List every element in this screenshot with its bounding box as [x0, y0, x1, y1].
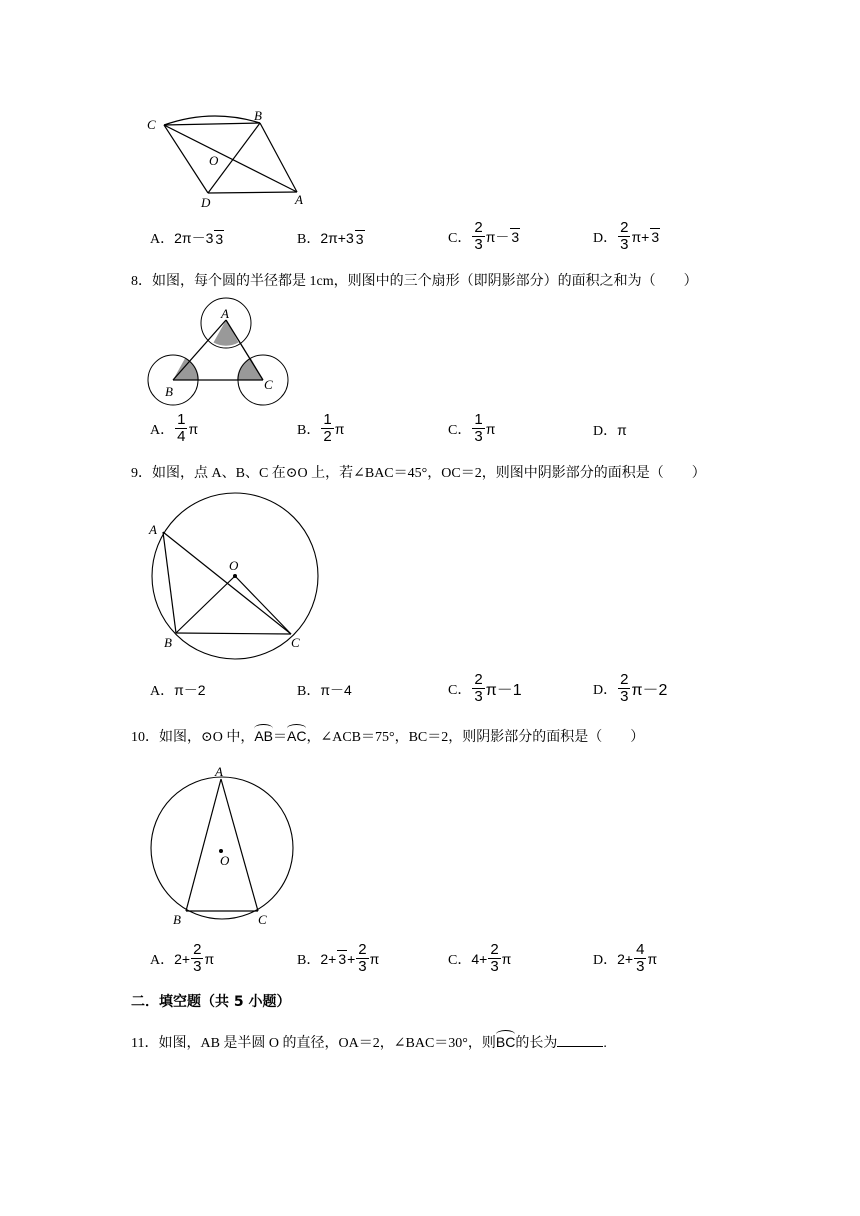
- q8-option-a: A． $\frac{1}{4}$ π: [150, 411, 199, 445]
- q9-label-a: A: [149, 522, 157, 537]
- q9-option-a: A． π－2: [150, 682, 206, 699]
- q9-option-c: C． $\frac{2}{3}$ π－1: [448, 671, 522, 705]
- q9-option-d: D． $\frac{2}{3}$ π－2: [593, 671, 668, 705]
- q10-label-a: A: [215, 764, 223, 779]
- q11-arc-bc: BC: [496, 1030, 515, 1050]
- q7-option-c: C． $\frac{2}{3}$ π－ 3: [448, 219, 520, 253]
- q9-stem: 9．如图，点 A、B、C 在⊙O 上，若∠BAC＝45°，OC＝2，则图中阴影部分的面积是（ ）: [131, 466, 706, 481]
- q11-stem: 11．如图，AB 是半圆 O 的直径，OA＝2，∠BAC＝30°，则BC的长为 .: [131, 1030, 607, 1052]
- q9-label-o: O: [229, 558, 239, 573]
- q7-label-d: D: [201, 195, 211, 210]
- q8-option-b: B． $\frac{1}{2}$ π: [297, 411, 345, 445]
- q8-label-a: A: [221, 306, 229, 321]
- q7-option-a: A． 2π－3 3: [150, 230, 224, 247]
- q10-label-b: B: [173, 912, 181, 927]
- q10-option-c: C． 4+ $\frac{2}{3}$ π: [448, 941, 512, 975]
- q7-option-d: D． $\frac{2}{3}$ π+ 3: [593, 219, 660, 253]
- q10-option-d: D． 2+ $\frac{4}{3}$ π: [593, 941, 658, 975]
- q8-figure: [145, 297, 295, 409]
- q9-label-c: C: [291, 635, 300, 650]
- q7-label-a: A: [295, 192, 303, 207]
- q7-figure: [140, 100, 320, 215]
- q9-option-b: B． π－4: [297, 682, 352, 699]
- section-title-fill-in: 二．填空题（共 5 小题）: [131, 994, 291, 1010]
- q8-option-c: C． $\frac{1}{3}$ π: [448, 411, 496, 445]
- q10-option-a: A． 2+ $\frac{2}{3}$ π: [150, 941, 215, 975]
- q7-label-c: C: [147, 117, 156, 132]
- q10-label-c: C: [258, 912, 267, 927]
- q11-answer-blank[interactable]: [557, 1034, 603, 1047]
- q10-stem: 10．如图，⊙O 中，AB＝AC，∠ACB＝75°，BC＝2，则阴影部分的面积是（ ）: [131, 724, 644, 746]
- q8-stem: 8．如图，每个圆的半径都是 1cm，则图中的三个扇形（即阴影部分）的面积之和为（ ）: [131, 274, 698, 289]
- q10-arc-ac: AC: [287, 724, 306, 744]
- q8-label-c: C: [264, 377, 273, 392]
- q7-label-b: B: [254, 108, 262, 123]
- q10-figure: [145, 762, 305, 932]
- q7-label-o: O: [209, 153, 219, 168]
- q8-label-b: B: [165, 384, 173, 399]
- q10-label-o: O: [220, 853, 230, 868]
- q7-option-b: B． 2π+3 3: [297, 230, 364, 247]
- q9-label-b: B: [164, 635, 172, 650]
- q10-option-b: B． 2+ 3 + $\frac{2}{3}$ π: [297, 941, 380, 975]
- q10-arc-ab: AB: [254, 724, 273, 744]
- q8-option-d: D． π: [593, 422, 627, 439]
- q9-figure: [145, 490, 330, 665]
